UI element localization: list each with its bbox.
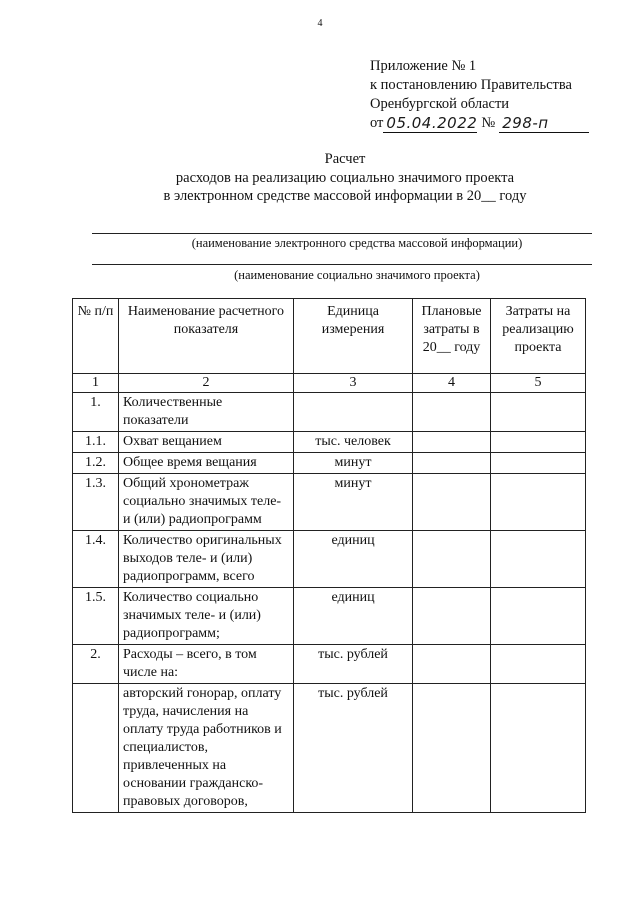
- table-header-row: [73, 299, 586, 374]
- document-title: [0, 150, 640, 206]
- title-line-1: Расчет: [324, 151, 366, 167]
- table-row: [73, 474, 586, 531]
- row-costs: [491, 684, 586, 813]
- row-planned: [413, 531, 491, 588]
- date-prefix: от: [370, 115, 384, 131]
- row-planned: [413, 432, 491, 453]
- row-number: 1.5.: [73, 588, 119, 645]
- column-index-row: [73, 374, 586, 393]
- row-costs: [491, 645, 586, 684]
- row-planned: [413, 645, 491, 684]
- row-planned: [413, 588, 491, 645]
- row-indicator: Расходы – всего, в том числе на:: [119, 645, 294, 684]
- number-sign: №: [481, 115, 496, 131]
- row-number: 1.3.: [73, 474, 119, 531]
- row-indicator: Количество социально значимых теле- и (или) радиопрограмм;: [119, 588, 294, 645]
- title-line-2: расходов на реализацию социально значимого проекта: [175, 169, 515, 186]
- appendix-resolution: к постановлению Правительства: [370, 77, 572, 93]
- table-row: [73, 393, 586, 432]
- calculation-table: [72, 298, 586, 813]
- column-index: 1: [73, 374, 119, 393]
- row-unit: [294, 393, 413, 432]
- table-row: [73, 588, 586, 645]
- appendix-date-line: [370, 114, 589, 133]
- appendix-title: Приложение № 1: [370, 58, 477, 74]
- row-unit: минут: [294, 453, 413, 474]
- title-line-3: в электронном средстве массовой информации в 20__ году: [163, 188, 527, 204]
- header-number: № п/п: [73, 299, 119, 374]
- row-indicator: Количественные показатели: [119, 393, 294, 432]
- page-number: 4: [317, 18, 323, 29]
- column-index: 3: [294, 374, 413, 393]
- row-planned: [413, 453, 491, 474]
- row-costs: [491, 453, 586, 474]
- row-planned: [413, 393, 491, 432]
- row-costs: [491, 432, 586, 453]
- row-costs: [491, 474, 586, 531]
- row-indicator: Количество оригинальных выходов теле- и (или) радиопрограмм, всего: [119, 531, 294, 588]
- column-index: 4: [413, 374, 491, 393]
- column-index: 5: [491, 374, 586, 393]
- table-row: [73, 645, 586, 684]
- row-planned: [413, 684, 491, 813]
- header-project-costs: Затраты на реализацию проекта: [491, 299, 586, 374]
- row-unit: тыс. человек: [294, 432, 413, 453]
- row-costs: [491, 588, 586, 645]
- row-unit: минут: [294, 474, 413, 531]
- row-costs: [491, 531, 586, 588]
- project-name-caption: (наименование социально значимого проекта): [234, 268, 480, 282]
- appendix-block: [370, 57, 589, 133]
- row-costs: [491, 393, 586, 432]
- handwritten-number: 298-п: [499, 115, 589, 133]
- row-number: 1.1.: [73, 432, 119, 453]
- row-indicator: Общее время вещания: [119, 453, 294, 474]
- media-name-caption: (наименование электронного средства массовой информации): [191, 236, 523, 250]
- table-row: [73, 684, 586, 813]
- row-number: 1.2.: [73, 453, 119, 474]
- project-name-line: [92, 264, 592, 265]
- media-name-line: [92, 233, 592, 234]
- table-row: [73, 432, 586, 453]
- row-unit: единиц: [294, 531, 413, 588]
- header-unit: Единица измерения: [294, 299, 413, 374]
- row-unit: тыс. рублей: [294, 645, 413, 684]
- table-row: [73, 531, 586, 588]
- row-number: 1.4.: [73, 531, 119, 588]
- row-number: 1.: [73, 393, 119, 432]
- table-row: [73, 453, 586, 474]
- row-unit: тыс. рублей: [294, 684, 413, 813]
- handwritten-date: 05.04.2022: [383, 115, 477, 133]
- row-indicator: Охват вещанием: [119, 432, 294, 453]
- row-number: [73, 684, 119, 813]
- column-index: 2: [119, 374, 294, 393]
- header-planned-costs: Плановые затраты в 20__ году: [413, 299, 491, 374]
- row-indicator: Общий хронометраж социально значимых теле- и (или) радиопрограмм: [119, 474, 294, 531]
- appendix-region: Оренбургской области: [370, 96, 510, 112]
- row-planned: [413, 474, 491, 531]
- header-indicator-name: Наименование расчетного показателя: [119, 299, 294, 374]
- row-unit: единиц: [294, 588, 413, 645]
- row-indicator: авторский гонорар, оплату труда, начисления на оплату труда работников и специалистов, привлеченных на основании гражданско-правовых договоров,: [119, 684, 294, 813]
- row-number: 2.: [73, 645, 119, 684]
